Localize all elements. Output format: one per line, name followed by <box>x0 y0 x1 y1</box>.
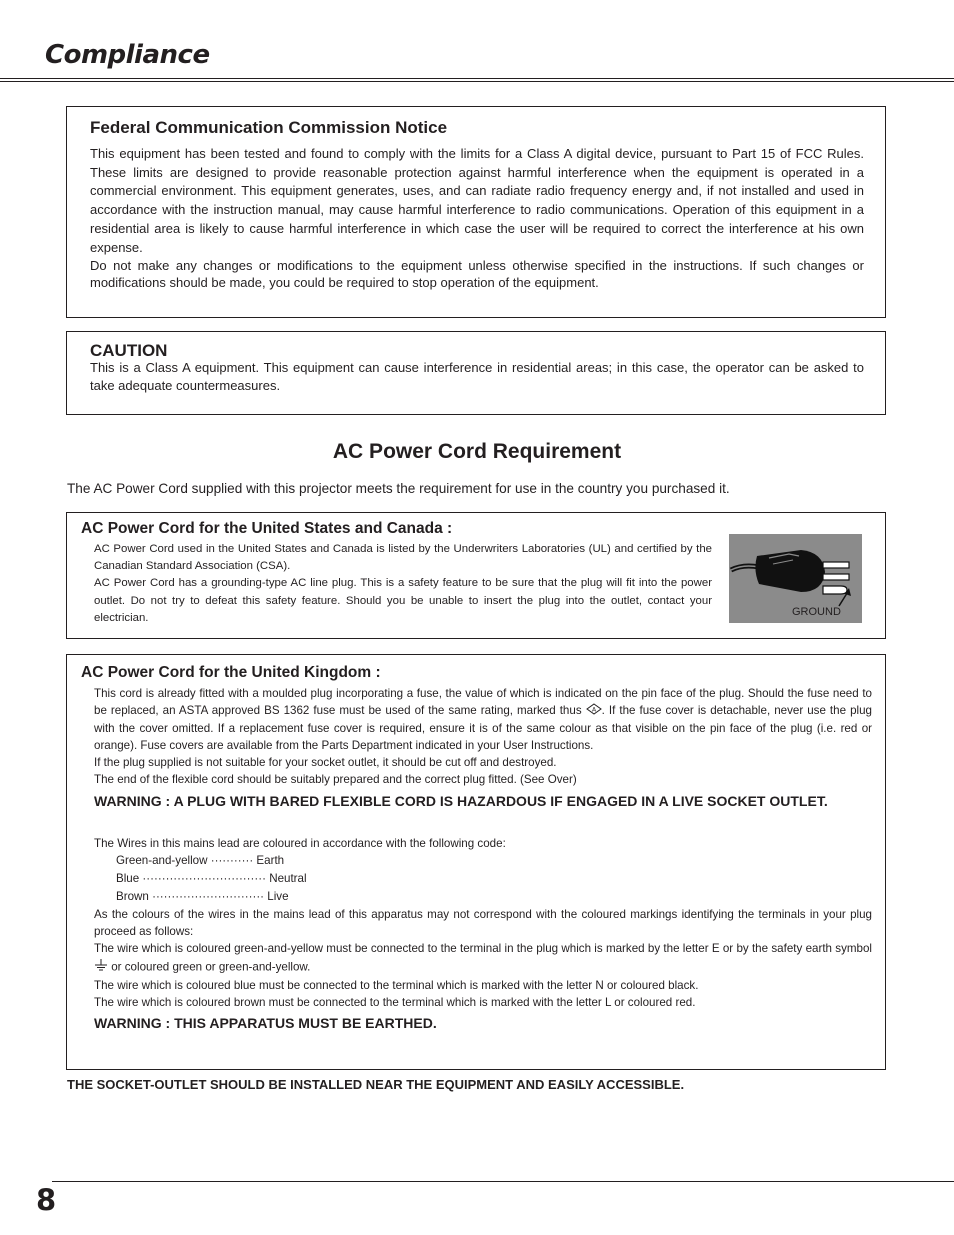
page-title: Compliance <box>45 40 210 70</box>
uk-heading: AC Power Cord for the United Kingdom : <box>81 664 381 681</box>
footer-rule <box>52 1181 954 1182</box>
header-rule <box>0 78 954 79</box>
uk-paragraph-5a: The wire which is coloured green-and-yellow must be connected to the terminal in the plug which is marked by the letter E or by the safety earth symbol <box>94 942 872 956</box>
svg-text:A: A <box>591 706 596 714</box>
uk-paragraph-7: The wire which is coloured brown must be connected to the terminal which is marked with the letter L or coloured red. <box>94 996 696 1010</box>
us-paragraph-2: AC Power Cord has a grounding-type AC line plug. This is a safety feature to be sure that the plug will fit into the power outlet. Do not try to defeat this safety feature. Should you be unable to insert the plug into the outlet, contact your electrician. <box>94 577 712 624</box>
fcc-body <box>90 145 864 291</box>
uk-body <box>94 685 872 789</box>
ground-label: GROUND <box>792 606 841 618</box>
uk-paragraph-2: If the plug supplied is not suitable for your socket outlet, it should be cut off and destroyed. <box>94 756 557 770</box>
uk-warning-earthed: WARNING : THIS APPARATUS MUST BE EARTHED. <box>94 1015 437 1031</box>
ac-intro: The AC Power Cord supplied with this projector meets the requirement for use in the country you purchased it. <box>67 481 730 496</box>
fcc-heading: Federal Communication Commission Notice <box>90 118 448 137</box>
asta-mark-icon <box>586 703 602 720</box>
uk-warning-bared-cord: WARNING : A PLUG WITH BARED FLEXIBLE CORD IS HAZARDOUS IF ENGAGED IN A LIVE SOCKET OUTLET. <box>94 793 828 809</box>
earth-symbol-icon <box>94 958 108 977</box>
us-body <box>94 541 712 627</box>
uk-paragraph-1 <box>94 685 872 754</box>
fcc-paragraph-1: This equipment has been tested and found to comply with the limits for a Class A digital device, pursuant to Part 15 of FCC Rules. These limits are designed to provide reasonable protection against harmful interference when the equipment is operated in a commercial environment. This equipment generates, uses, and can radiate radio frequency energy and, if not installed and used in accordance with the instruction manual, may cause harmful interference to radio communications. Operation of this equipment in a residential area is likely to cause harmful interference in which case the user will be required to correct the interference at his own expense. <box>90 146 864 255</box>
wires-intro: The Wires in this mains lead are coloured in accordance with the following code: <box>94 837 506 850</box>
uk-paragraph-3: The end of the flexible cord should be suitably prepared and the correct plug fitted. (See Over) <box>94 773 577 787</box>
wire-item-neutral: Blue ································ Neutral <box>116 872 307 885</box>
wire-item-live: Brown ····························· Live <box>116 890 289 903</box>
page-number: 8 <box>36 1183 57 1217</box>
us-paragraph-1: AC Power Cord used in the United States and Canada is listed by the Underwriters Laboratories (UL) and certified by the Canadian Standard Association (CSA). <box>94 543 712 573</box>
uk-paragraph-1a: This cord is already fitted with a moulded plug incorporating a fuse, the value of which is indicated on the pin face of the plug. Should the fuse need to be replaced, an ASTA approved BS 1362 fuse must be used of the same rating, marked thus <box>94 687 872 718</box>
uk-paragraph-4: As the colours of the wires in the mains lead of this apparatus may not correspond with the coloured markings identifying the terminals in your plug proceed as follows: <box>94 908 872 939</box>
socket-outlet-note: THE SOCKET-OUTLET SHOULD BE INSTALLED NEAR THE EQUIPMENT AND EASILY ACCESSIBLE. <box>67 1077 685 1092</box>
caution-text: This is a Class A equipment. This equipment can cause interference in residential areas; in this case, the operator can be asked to take adequate countermeasures. <box>90 360 864 393</box>
uk-instructions <box>94 906 872 1011</box>
fcc-paragraph-2: Do not make any changes or modifications to the equipment unless otherwise specified in the instructions. If such changes or modifications should be made, you could be required to stop operation of the equipment. <box>90 258 864 291</box>
caution-heading: CAUTION <box>90 341 168 360</box>
ac-section-heading: AC Power Cord Requirement <box>332 440 622 463</box>
uk-paragraph-5 <box>94 940 872 976</box>
caution-body <box>90 359 864 395</box>
uk-paragraph-1b: . If the fuse cover is detachable, never use the plug with the cover omitted. If a replacement fuse cover is required, ensure it is of the same colour as that visible on the pin face of the plug (i.e. red or orange). Fuse covers are available from the Parts Department indicated in your User Instructions. <box>94 704 872 752</box>
uk-paragraph-6: The wire which is coloured blue must be connected to the terminal which is marked with the letter N or coloured black. <box>94 978 699 992</box>
wire-item-earth: Green-and-yellow ··········· Earth <box>116 854 285 867</box>
header-rule-thin <box>0 81 954 82</box>
wire-color-list <box>116 852 307 906</box>
uk-paragraph-5b: or coloured green or green-and-yellow. <box>111 960 311 974</box>
us-heading: AC Power Cord for the United States and Canada : <box>81 520 453 537</box>
